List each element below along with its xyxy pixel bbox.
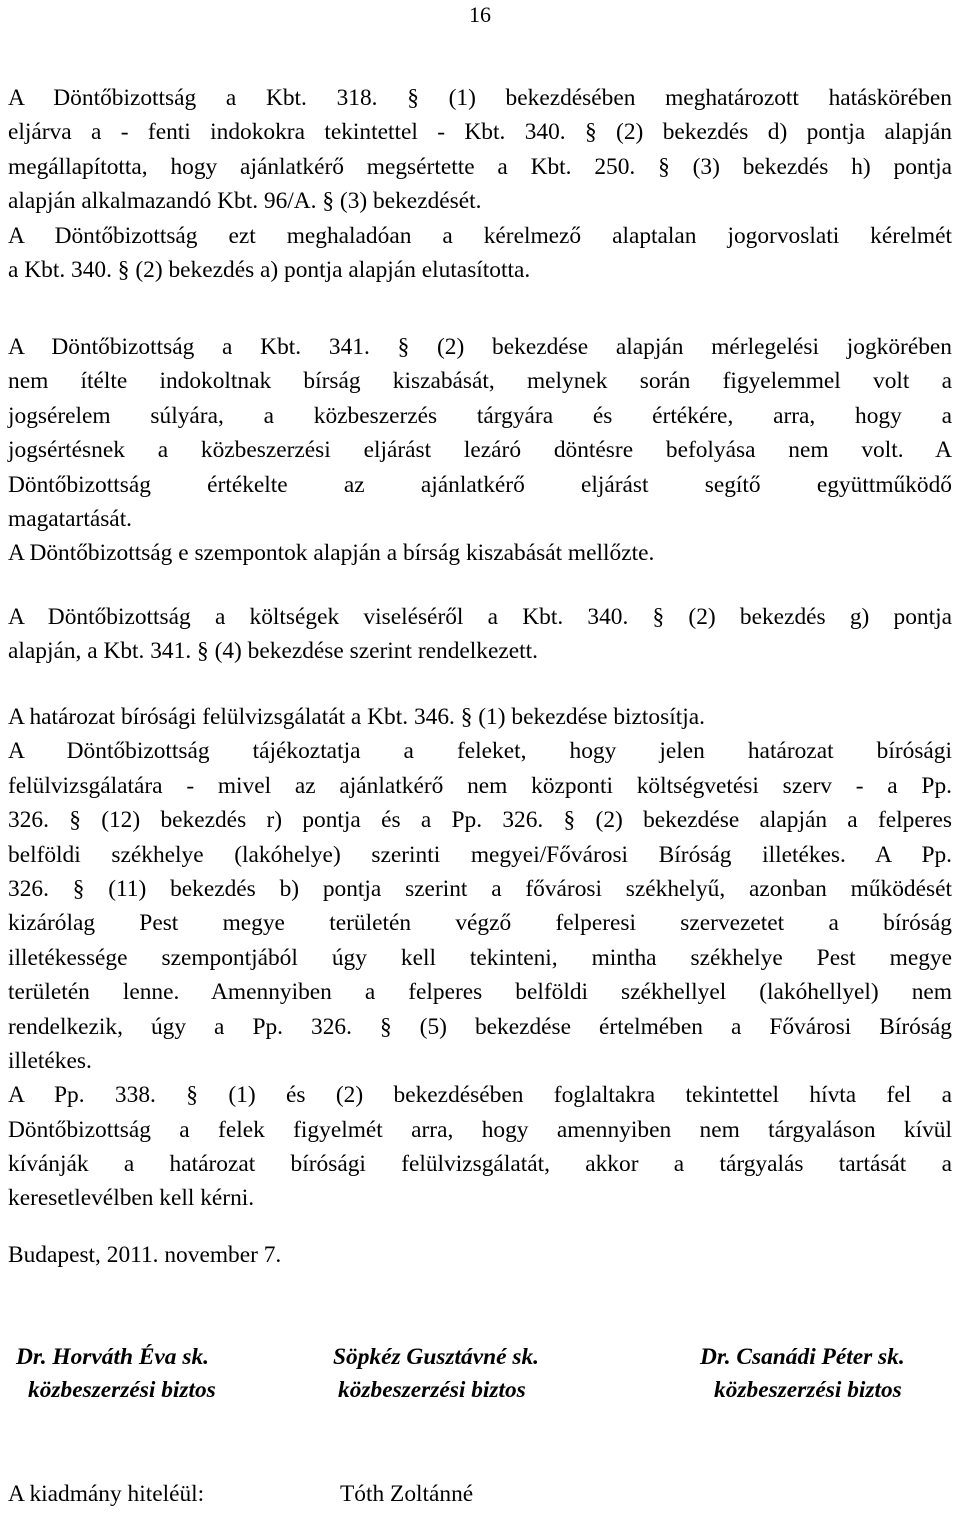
paragraph-judicial-review	[8, 700, 952, 1216]
signature-roles	[8, 1376, 952, 1404]
text-line: A Döntőbizottság a Kbt. 341. § (2) bekezdése alapján mérlegelési jogkörében	[8, 334, 952, 360]
text-line: alapján alkalmazandó Kbt. 96/A. § (3) bekezdését.	[8, 188, 482, 215]
text-line: felülvizsgálatára - mivel az ajánlatkérő nem központi költségvetési szerv - a Pp.	[8, 772, 952, 799]
text-line: keresetlevélben kell kérni.	[8, 1185, 255, 1212]
signature-names	[8, 1343, 952, 1371]
text-line: alapján, a Kbt. 341. § (4) bekezdése szerint rendelkezett.	[8, 638, 538, 665]
text-line: jogsérelem súlyára, a közbeszerzés tárgyára és értékére, arra, hogy a	[8, 402, 952, 429]
signature-name-2: Söpkéz Gusztávné sk.	[333, 1344, 539, 1370]
text-line: területén lenne. Amennyiben a felperes belföldi székhellyel (lakóhellyel) nem	[8, 979, 952, 1006]
text-line: kívánják a határozat bírósági felülvizsgálatát, akkor a tárgyalás tartását a	[8, 1151, 952, 1178]
authentication-label: A kiadmány hiteléül:	[8, 1481, 205, 1507]
signature-name-3: Dr. Csanádi Péter sk.	[700, 1344, 905, 1370]
text-line: megállapította, hogy ajánlatkérő megsértette a Kbt. 250. § (3) bekezdés h) pontja	[8, 153, 952, 180]
text-line: 326. § (11) bekezdés b) pontja szerint a fővárosi székhelyű, azonban működését	[8, 875, 952, 902]
text-line: A Döntőbizottság a Kbt. 318. § (1) bekezdésében meghatározott hatáskörében	[8, 85, 952, 111]
text-line: belföldi székhelye (lakóhelye) szerinti megyei/Fővárosi Bíróság illetékes. A Pp.	[8, 841, 952, 868]
text-line: a Kbt. 340. § (2) bekezdés a) pontja alapján elutasította.	[8, 256, 531, 283]
authentication-name: Tóth Zoltánné	[340, 1481, 474, 1507]
place-date	[8, 1238, 952, 1272]
text-line: kizárólag Pest megye területén végző felperesi szervezetet a bíróság	[8, 910, 952, 937]
text-line: 326. § (12) bekezdés r) pontja és a Pp. 326. § (2) bekezdése alapján a felperes	[8, 807, 952, 834]
signature-role-3: közbeszerzési biztos	[714, 1377, 902, 1403]
signature-role-1: közbeszerzési biztos	[28, 1377, 216, 1403]
text-line: A Döntőbizottság a költségek viseléséről a Kbt. 340. § (2) bekezdés g) pontja	[8, 604, 952, 630]
text-line: A határozat bírósági felülvizsgálatát a Kbt. 346. § (1) bekezdése biztosítja.	[8, 704, 705, 730]
paragraph-fine	[8, 330, 952, 571]
text-line: rendelkezik, úgy a Pp. 326. § (5) bekezdése értelmében a Fővárosi Bíróság	[8, 1013, 952, 1040]
text-line: nem ítélte indokoltnak bírság kiszabását, melynek során figyelemmel volt a	[8, 368, 952, 395]
page-number: 16	[469, 2, 491, 27]
text-line: A Döntőbizottság e szempontok alapján a bírság kiszabását mellőzte.	[8, 540, 655, 567]
text-line: eljárva a - fenti indokokra tekintettel - Kbt. 340. § (2) bekezdés d) pontja alapján	[8, 119, 952, 146]
text-line: magatartását.	[8, 505, 133, 532]
signature-name-1: Dr. Horváth Éva sk.	[16, 1344, 209, 1370]
text-line: A Pp. 338. § (1) és (2) bekezdésében foglaltakra tekintettel hívta fel a	[8, 1082, 952, 1109]
paragraph-decision	[8, 81, 952, 287]
signature-role-2: közbeszerzési biztos	[338, 1377, 526, 1403]
text-line: illetékes.	[8, 1047, 92, 1074]
text-line: jogsértésnek a közbeszerzési eljárást lezáró döntésre befolyása nem volt. A	[8, 437, 952, 464]
text-line: A Döntőbizottság tájékoztatja a feleket, hogy jelen határozat bírósági	[8, 738, 952, 765]
text-line: Döntőbizottság értékelte az ajánlatkérő eljárást segítő együttműködő	[8, 471, 952, 498]
text-line: A Döntőbizottság ezt meghaladóan a kérelmező alaptalan jogorvoslati kérelmét	[8, 222, 952, 249]
place-date-text: Budapest, 2011. november 7.	[8, 1242, 282, 1268]
text-line: illetékessége szempontjából úgy kell tekinteni, mintha székhelye Pest megye	[8, 944, 952, 971]
text-line: Döntőbizottság a felek figyelmét arra, hogy amennyiben nem tárgyaláson kívül	[8, 1116, 952, 1143]
paragraph-costs	[8, 600, 952, 669]
